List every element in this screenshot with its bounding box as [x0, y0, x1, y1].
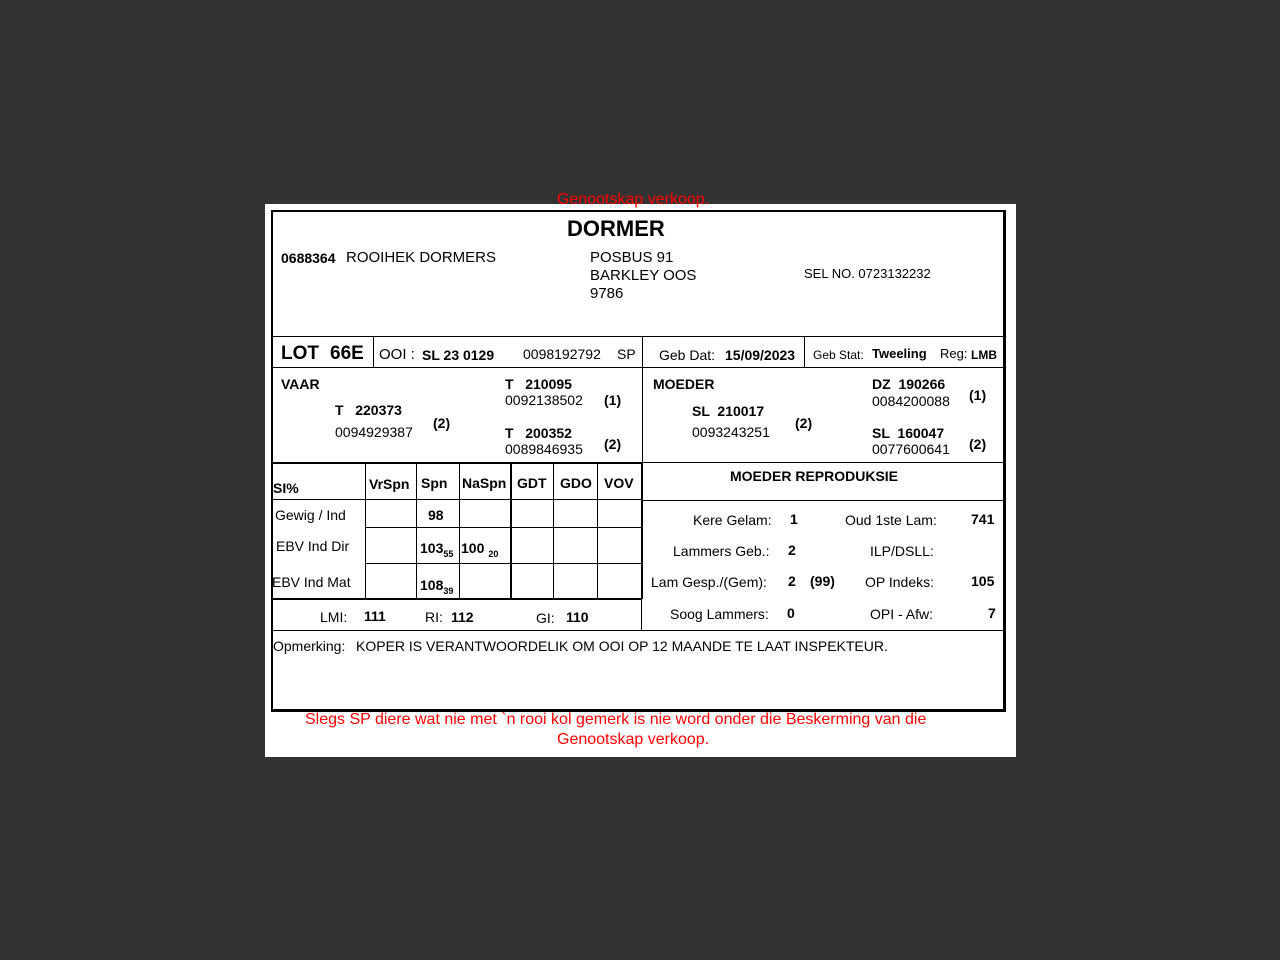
- ooi-tag: 0098192792: [523, 346, 601, 362]
- ooi-id: SL 23 0129: [422, 347, 495, 363]
- ilp-label: ILP/DSLL:: [870, 543, 934, 559]
- phone-number: SEL NO. 0723132232: [804, 266, 931, 281]
- divider: [641, 598, 642, 630]
- dam-dam-tag: 0077600641: [872, 441, 950, 457]
- remarks-text: KOPER IS VERANTWOORDELIK OM OOI OP 12 MAANDE TE LAAT INSPEKTEUR.: [356, 638, 888, 654]
- sire-id: T 220373: [335, 402, 402, 418]
- ri-value: 112: [451, 609, 474, 625]
- sire-tag: 0094929387: [335, 424, 413, 440]
- divider: [273, 462, 641, 464]
- divider: [642, 336, 643, 367]
- divider: [365, 462, 366, 598]
- divider: [365, 527, 641, 528]
- op-indeks-value: 105: [971, 573, 995, 589]
- kere-gelam-value: 1: [790, 511, 798, 527]
- row1-spn-value: 98: [428, 507, 444, 523]
- divider: [642, 500, 1003, 501]
- divider: [273, 367, 1003, 368]
- dam-tag: 0093243251: [692, 424, 770, 440]
- soog-label: Soog Lammers:: [670, 606, 769, 622]
- lammers-geb-label: Lammers Geb.:: [673, 543, 770, 559]
- dam-dam-code: (2): [969, 436, 987, 452]
- address-line3: 9786: [590, 285, 624, 302]
- dam-id: SL 210017: [692, 403, 765, 419]
- dam-sire-code: (1): [969, 387, 987, 403]
- sire-dam-tag: 0089846935: [505, 441, 583, 457]
- sire-sire-code: (1): [604, 392, 622, 408]
- divider: [273, 630, 1003, 631]
- owner-number: 0688364: [281, 250, 336, 266]
- lam-gesp-value: 2: [788, 573, 796, 589]
- sp-marker: SP: [617, 346, 636, 362]
- ri-label: RI:: [425, 609, 443, 625]
- top-red-clipped-text: Genootskap verkoop.: [557, 191, 710, 208]
- col-header-gdt: GDT: [517, 475, 547, 491]
- lam-gesp-gem-value: (99): [810, 573, 835, 589]
- divider: [553, 462, 554, 598]
- reg-value: LMB: [971, 348, 997, 362]
- address-line1: POSBUS 91: [590, 249, 674, 266]
- lammers-geb-value: 2: [788, 542, 796, 558]
- ooi-label: OOI :: [379, 346, 415, 363]
- sire-code: (2): [433, 415, 451, 431]
- oud-value: 741: [971, 511, 995, 527]
- geb-dat-label: Geb Dat:: [659, 347, 716, 363]
- lot-sheet: [265, 191, 1016, 757]
- lmi-label: LMI:: [320, 609, 348, 625]
- col-header-gdo: GDO: [560, 475, 592, 491]
- op-indeks-label: OP Indeks:: [865, 574, 935, 590]
- lam-gesp-label: Lam Gesp./(Gem):: [651, 574, 767, 590]
- reproduction-title: MOEDER REPRODUKSIE: [730, 468, 899, 484]
- owner-name: ROOIHEK DORMERS: [346, 249, 497, 266]
- soog-value: 0: [787, 605, 795, 621]
- divider: [373, 336, 374, 367]
- col-header-naspn: NaSpn: [462, 475, 507, 491]
- footer-notice-line1: Slegs SP diere wat nie met `n rooi kol gemerk is nie word onder die Beskerming van die: [305, 711, 927, 728]
- remarks-label: Opmerking:: [273, 638, 346, 654]
- dam-code: (2): [795, 415, 813, 431]
- row3-spn-value: $108_{39}$: [420, 577, 454, 596]
- kere-gelam-label: Kere Gelam:: [693, 512, 772, 528]
- breed-title: DORMER: [567, 216, 665, 241]
- opi-value: 7: [988, 605, 996, 621]
- divider: [365, 563, 641, 564]
- col-header-vrspn: VrSpn: [369, 476, 410, 492]
- sire-dam-code: (2): [604, 436, 622, 452]
- divider: [273, 499, 641, 500]
- moeder-label: MOEDER: [653, 376, 715, 392]
- dam-sire-id: DZ 190266: [872, 376, 946, 392]
- divider: [510, 462, 512, 599]
- vaar-label: VAAR: [281, 376, 320, 392]
- lot-card: [271, 210, 1006, 712]
- reg-label: Reg:: [940, 346, 968, 361]
- divider: [804, 336, 805, 367]
- footer-notice-line2: Genootskap verkoop.: [557, 731, 710, 748]
- divider: [597, 462, 598, 598]
- dam-sire-tag: 0084200088: [872, 393, 950, 409]
- divider: [416, 462, 417, 598]
- row-label-ebv-dir: EBV Ind Dir: [276, 538, 350, 554]
- sire-sire-id: T 210095: [505, 376, 572, 392]
- geb-stat-label: Geb Stat:: [813, 348, 864, 362]
- sire-sire-tag: 0092138502: [505, 392, 583, 408]
- lot-number: 66E: [330, 343, 364, 364]
- divider: [459, 462, 460, 598]
- lmi-value: 111: [364, 608, 386, 624]
- col-header-vov: VOV: [604, 475, 634, 491]
- gi-value: 110: [566, 609, 589, 625]
- opi-label: OPI - Afw:: [870, 606, 934, 622]
- divider: [273, 598, 642, 600]
- col-header-spn: Spn: [421, 475, 448, 491]
- divider: [641, 462, 643, 599]
- geb-dat-value: 15/09/2023: [725, 347, 796, 363]
- row2-spn-value: $103_{55}$: [420, 540, 454, 559]
- geb-stat-value: Tweeling: [872, 346, 927, 361]
- row-label-ebv-mat: EBV Ind Mat: [272, 574, 351, 590]
- divider: [273, 336, 1003, 337]
- col-header-si: SI%: [273, 480, 299, 496]
- row-label-gewig: Gewig / Ind: [275, 507, 346, 523]
- dam-dam-id: SL 160047: [872, 425, 945, 441]
- gi-label: GI:: [536, 610, 555, 626]
- divider: [642, 367, 643, 462]
- row2-naspn-value: 100 $_{20}$: [461, 540, 499, 559]
- lot-label: LOT: [281, 343, 319, 364]
- address-line2: BARKLEY OOS: [590, 267, 697, 284]
- oud-label: Oud 1ste Lam:: [845, 512, 937, 528]
- sire-dam-id: T 200352: [505, 425, 572, 441]
